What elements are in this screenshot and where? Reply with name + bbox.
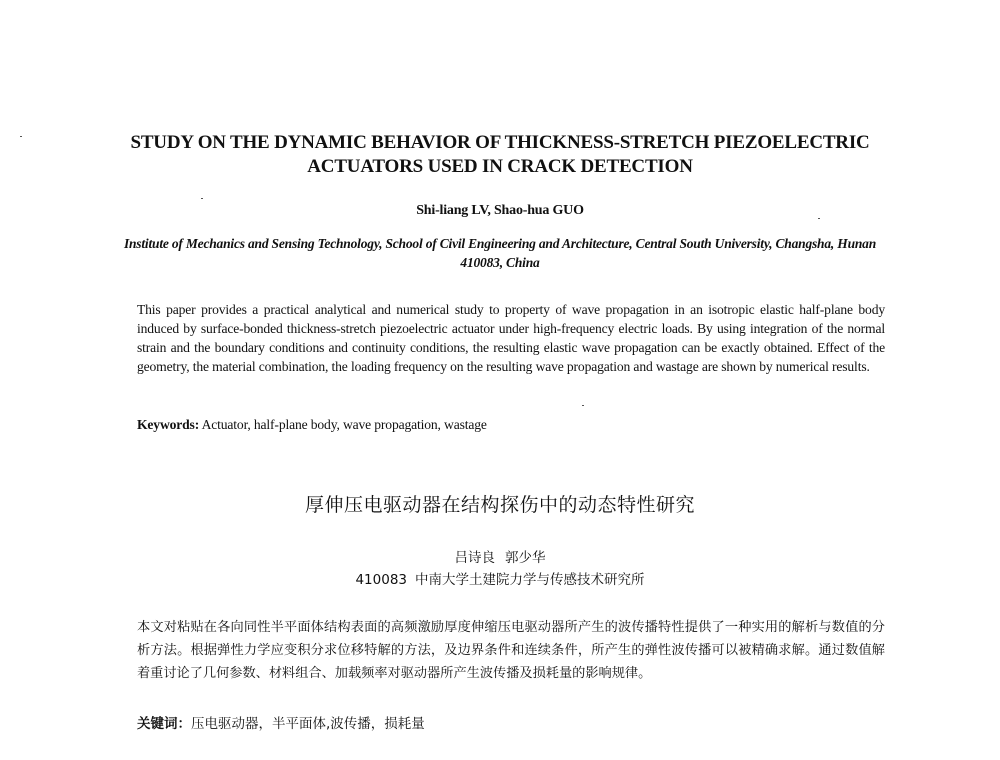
keywords-text: Actuator, half-plane body, wave propagation, wastage: [199, 417, 487, 432]
chinese-title: 厚伸压电驱动器在结构探伤中的动态特性研究: [304, 494, 695, 516]
keywords-label: Keywords:: [137, 417, 200, 432]
chinese-postcode: 410083: [355, 572, 408, 588]
scan-speck: [20, 136, 22, 137]
chinese-author-list: [100, 546, 900, 566]
chinese-keywords-line: [137, 712, 885, 732]
paper-title: STUDY ON THE DYNAMIC BEHAVIOR OF THICKNESS-STRETCH PIEZOELECTRIC ACTUATORS USED IN CRACK DETECTION: [130, 132, 870, 177]
scan-speck: [582, 405, 584, 406]
scan-speck: [201, 198, 203, 199]
chinese-affiliation: [100, 568, 900, 588]
chinese-author-2: 郭少华: [505, 550, 546, 566]
chinese-keywords-text: 压电驱动器，半平面体,波传播，损耗量: [191, 716, 425, 732]
chinese-author-1: 吕诗良: [454, 550, 495, 566]
chinese-abstract-paragraph: 本文对粘贴在各向同性半平面体结构表面的高频激励厚度伸缩压电驱动器所产生的波传播特性提供了一种实用的解析与数值的分析方法。根据弹性力学应变积分求位移特解的方法，及边界条件和连续条件，所产生的弹性波传播可以被精确求解。通过数值解着重讨论了几何参数、材料组合、加载频率对驱动器所产生波传播及损耗量的影响规律。: [137, 620, 885, 681]
abstract-paragraph: This paper provides a practical analytical and numerical study to property of wave propagation in an isotropic elastic half-plane body induced by surface-bonded thickness-stretch piezoelectric actuator under high-frequency electric loads. By using integration of the normal strain and the boundary conditions and continuity conditions, the resulting elastic wave propagation can be exactly obtained. Effect of the geometry, the material combination, the loading frequency on the resulting wave propagation and wastage are shown by numerical results.: [137, 302, 885, 374]
author-affiliation: Institute of Mechanics and Sensing Technology, School of Civil Engineering and Architecture, Central South University, Changsha, Hunan 410083, China: [123, 236, 877, 270]
keywords-line: [137, 417, 885, 433]
chinese-keywords-label: 关键词：: [137, 716, 191, 732]
chinese-affiliation-name: 中南大学土建院力学与传感技术研究所: [415, 572, 645, 588]
author-list: Shi-liang LV, Shao-hua GUO: [416, 203, 584, 218]
